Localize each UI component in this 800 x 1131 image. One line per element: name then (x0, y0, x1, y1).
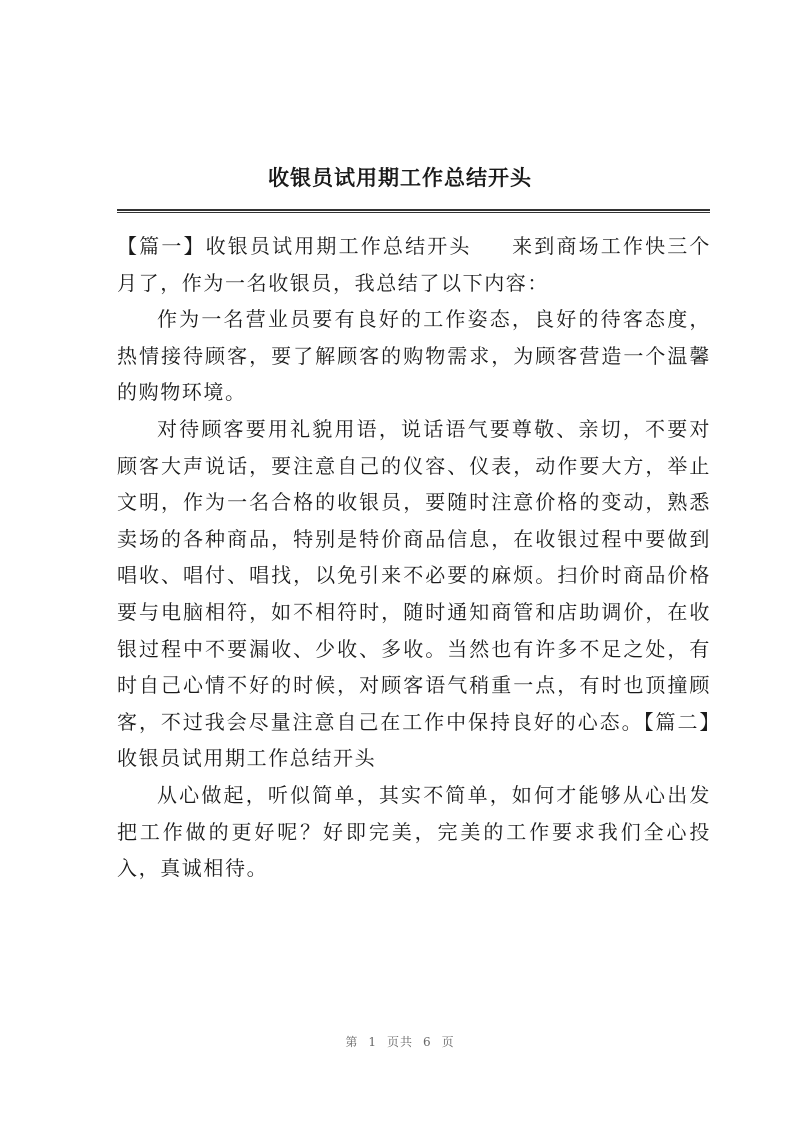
paragraph-1 (117, 228, 711, 301)
title-divider (117, 209, 710, 213)
document-title: 收银员试用期工作总结开头 (268, 165, 532, 190)
footer-suffix: 页 (441, 1035, 455, 1049)
paragraph-2: 作为一名营业员要有良好的工作姿态，良好的待客态度，热情接待顾客，要了解顾客的购物需求，为顾客营造一个温馨的购物环境。 (117, 307, 711, 405)
paragraph-4: 从心做起，听似简单，其实不简单，如何才能够从心出发把工作做的更好呢？好即完美，完美的工作要求我们全心投入，真诚相待。 (117, 782, 711, 881)
footer-prefix: 第 (345, 1035, 359, 1049)
footer-total-pages: 6 (423, 1035, 432, 1049)
paragraph-1-text: 来到商场工作快三个月了，作为一名收银员，我总结了以下内容： (117, 234, 711, 295)
page-footer (0, 1033, 800, 1050)
document-body (117, 228, 711, 887)
footer-middle: 页共 (386, 1035, 413, 1049)
footer-page-number: 1 (368, 1035, 377, 1049)
paragraph-3: 对待顾客要用礼貌用语，说话语气要尊敬、亲切，不要对顾客大声说话，要注意自己的仪容、仪表，动作要大方，举止文明，作为一名合格的收银员，要随时注意价格的变动，熟悉卖场的各种商品，特别是特价商品信息，在收银过程中要做到唱收、唱付、唱找，以免引来不必要的麻烦。扫价时商品价格要与电脑相符，如不相符时，随时通知商管和店助调价，在收银过程中不要漏收、少收、多收。当然也有许多不足之处，有时自己心情不好的时候，对顾客语气稍重一点，有时也顶撞顾客，不过我会尽量注意自己在工作中保持良好的心态。【篇二】收银员试用期工作总结开头 (117, 416, 711, 771)
section-heading-1: 【篇一】收银员试用期工作总结开头 (117, 234, 472, 258)
